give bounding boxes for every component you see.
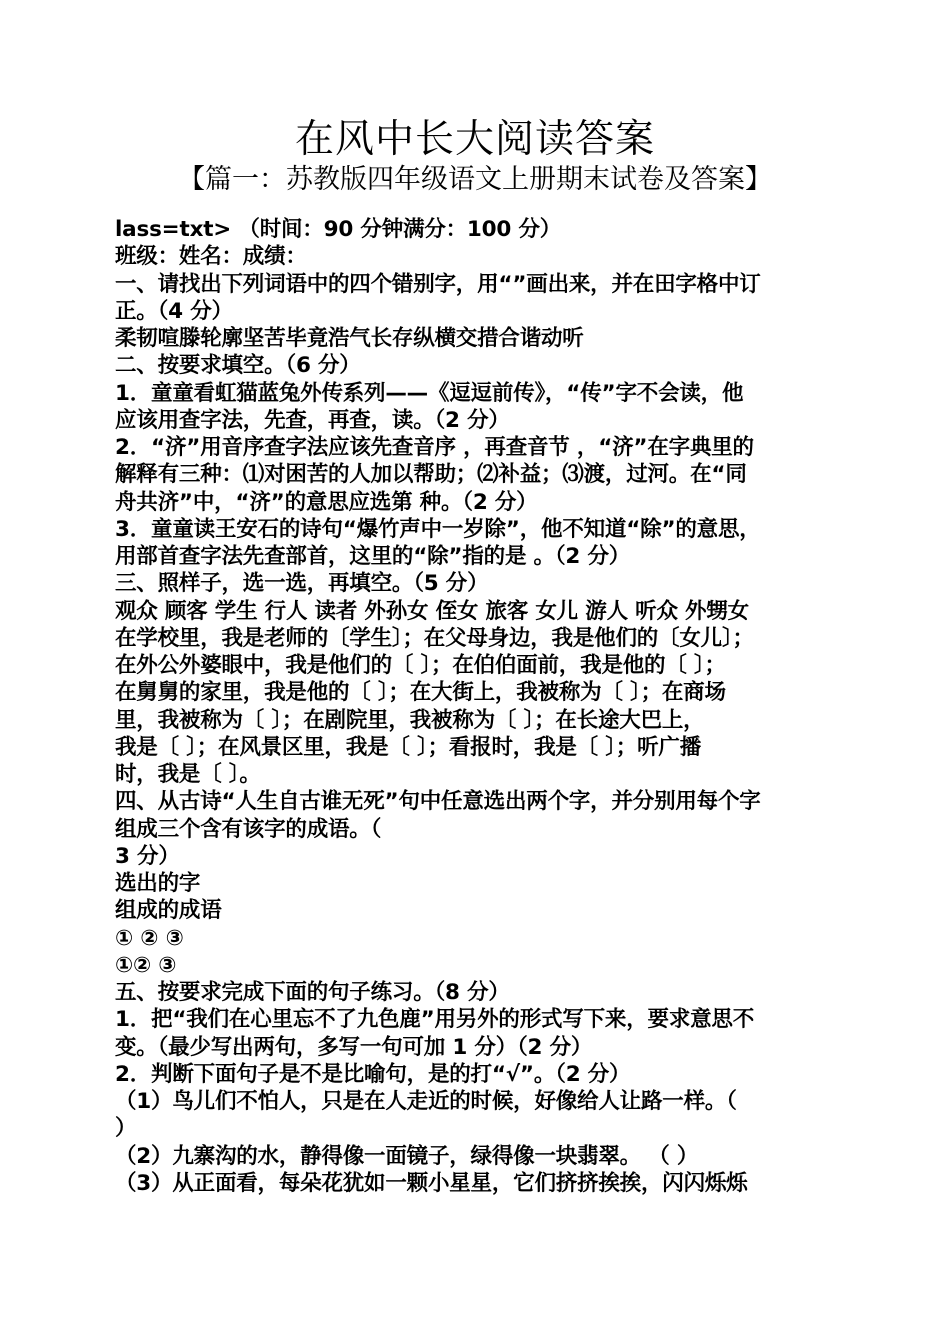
text-line: 3 分） xyxy=(115,843,180,869)
text-line: 三、照样子，选一选，再填空。（5 分） xyxy=(115,571,489,597)
text-line: ① ② ③ xyxy=(115,925,184,951)
text-line: 3．童童读王安石的诗句“爆竹声中一岁除”，他不知道“除”的意思， xyxy=(115,516,761,542)
text-line: 里，我被称为〔 〕；在剧院里，我被称为〔 〕；在长途大巴上， xyxy=(115,707,705,733)
text-line: 在外公外婆眼中，我是他们的〔 〕；在伯伯面前，我是他的〔 〕； xyxy=(115,653,726,678)
text-line: 2．判断下面句子是不是比喻句，是的打“√”。（2 分） xyxy=(115,1061,631,1087)
text-line: 选出的字 xyxy=(115,871,201,896)
text-line: 舟共济”中，“济”的意思应选第 种。（2 分） xyxy=(115,489,538,515)
text-line: （3）从正面看，每朵花犹如一颗小星星，它们挤挤挨挨，闪闪烁烁 xyxy=(115,1170,748,1196)
text-line: 五、按要求完成下面的句子练习。（8 分） xyxy=(115,980,510,1005)
text-line: 班级：姓名：成绩： xyxy=(115,244,307,270)
text-line: 变。（最少写出两句，多写一句可加 1 分）（2 分） xyxy=(115,1034,593,1060)
text-line: 四、从古诗“人生自古谁无死”句中任意选出两个字，并分别用每个字 xyxy=(115,789,761,815)
text-line: 一、请找出下列词语中的四个错别字，用“”画出来，并在田字格中订 xyxy=(115,271,761,297)
document-subtitle: 【篇一：苏教版四年级语文上册期末试卷及答案】 xyxy=(178,164,772,195)
text-line: （1）鸟儿们不怕人，只是在人走近的时候，好像给人让路一样。（ xyxy=(115,1089,737,1114)
text-line: ①② ③ xyxy=(115,952,177,978)
text-line: 我是〔 〕；在风景区里，我是〔 〕；看报时，我是〔 〕；听广播 xyxy=(115,734,702,760)
text-line: 用部首查字法先查部首，这里的“除”指的是 。（2 分） xyxy=(115,544,631,569)
text-line: lass=txt> （时间：90 分钟满分：100 分） xyxy=(115,217,562,242)
text-line: 1．把“我们在心里忘不了九色鹿”用另外的形式写下来，要求意思不 xyxy=(115,1007,755,1033)
text-line: 时，我是〔 〕。 xyxy=(115,762,261,787)
text-line: 应该用查字法，先查，再查，读。（2 分） xyxy=(115,407,510,433)
text-line: 正。（4 分） xyxy=(115,298,233,324)
text-line: 柔韧喧滕轮廓坚苦毕竟浩气长存纵横交措合谐动听 xyxy=(115,326,584,351)
text-line: 1．童童看虹猫蓝兔外传系列——《逗逗前传》，“传”字不会读，他 xyxy=(115,380,744,406)
text-line: ） xyxy=(115,1116,137,1142)
text-line: 在学校里，我是老师的〔学生〕；在父母身边，我是他们的〔女儿〕； xyxy=(115,625,754,651)
text-line: 二、按要求填空。（6 分） xyxy=(115,353,361,379)
text-line: （2）九寨沟的水，静得像一面镜子，绿得像一块翡翠。 （ ） xyxy=(115,1143,699,1169)
document-title: 在风中长大阅读答案 xyxy=(294,117,655,162)
text-line: 在舅舅的家里，我是他的〔 〕；在大街上，我被称为〔 〕；在商场 xyxy=(115,680,726,706)
text-line: 观众 顾客 学生 行人 读者 外孙女 侄女 旅客 女儿 游人 听众 外甥女 xyxy=(115,598,749,624)
text-line: 组成的成语 xyxy=(115,898,222,924)
text-line: 组成三个含有该字的成语。（ xyxy=(115,816,382,842)
text-line: 2．“济”用音序查字法应该先查音序 ，再查音节 ，“济”在字典里的 xyxy=(115,435,754,460)
text-line: 解释有三种：⑴对困苦的人加以帮助；⑵补益；⑶渡，过河。在“同 xyxy=(115,462,747,488)
